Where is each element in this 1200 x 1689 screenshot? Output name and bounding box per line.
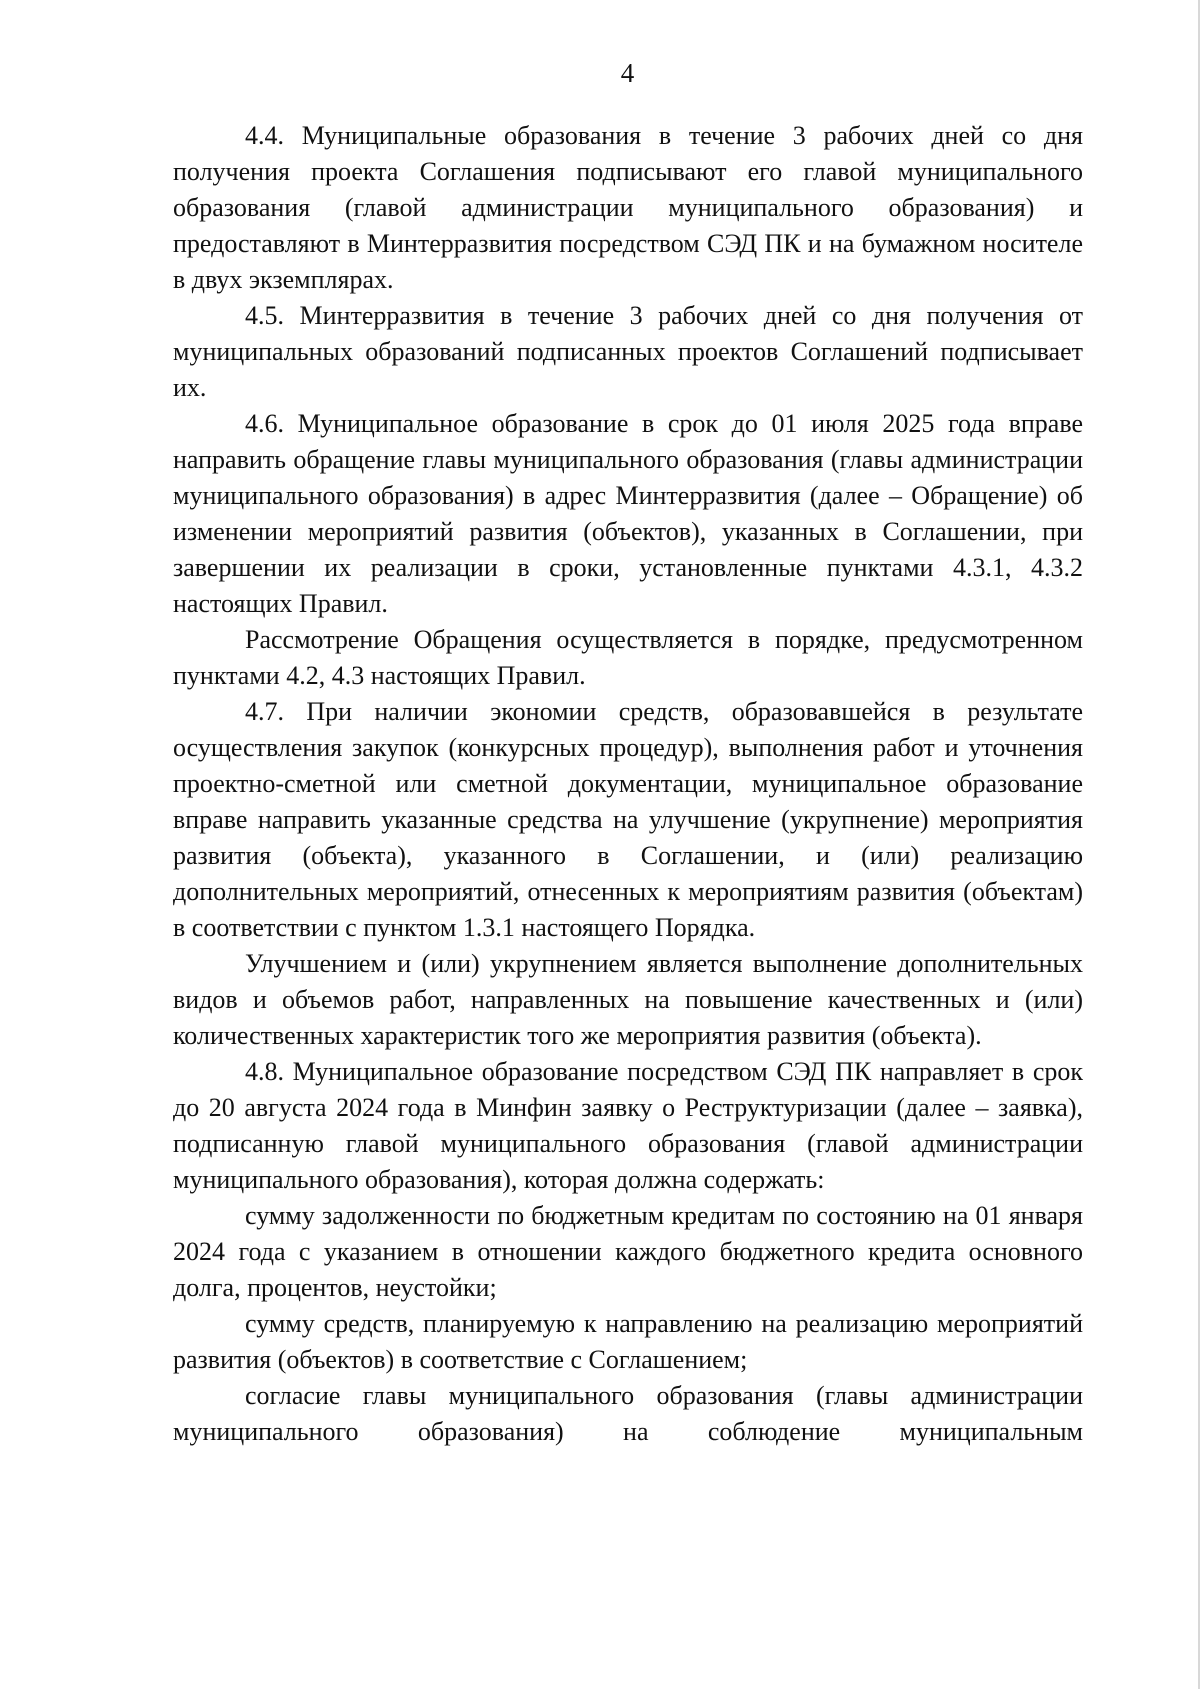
paragraph-head-consent: согласие главы муниципального образования (главы администрации муниципального образования) на соблюдение муниципальным [173,1381,1083,1446]
paragraph-4-5: 4.5. Минтерразвития в течение 3 рабочих дней со дня получения от муниципальных образований подписанных проектов Соглашений подписывает их. [173,301,1083,402]
page-number: 4 [620,58,635,88]
paragraph-4-4: 4.4. Муниципальные образования в течение 3 рабочих дней со дня получения проекта Соглашения подписывают его главой муниципального образования (главой администрации муниципального образования) и предоставляют в Минтерразвития посредством СЭД ПК и на бумажном носителе в двух экземплярах. [173,121,1083,294]
paragraph-4-8: 4.8. Муниципальное образование посредством СЭД ПК направляет в срок до 20 августа 2024 года в Минфин заявку о Реструктуризации (далее – заявка), подписанную главой муниципального образования (главой администрации муниципального образования), которая должна содержать: [173,1057,1083,1194]
document-body [173,118,1083,1450]
paragraph-funds-amount: сумму средств, планируемую к направлению на реализацию мероприятий развития (объектов) в соответствие с Соглашением; [173,1309,1083,1374]
paragraph-debt-amount: сумму задолженности по бюджетным кредитам по состоянию на 01 января 2024 года с указанием в отношении каждого бюджетного кредита основного долга, процентов, неустойки; [173,1201,1083,1302]
paragraph-improvement-definition: Улучшением и (или) укрупнением является выполнение дополнительных видов и объемов работ, направленных на повышение качественных и (или) количественных характеристик того же мероприятия развития (объекта). [173,949,1083,1050]
paragraph-4-6: 4.6. Муниципальное образование в срок до 01 июля 2025 года вправе направить обращение главы муниципального образования (главы администрации муниципального образования) в адрес Минтерразвития (далее – Обращение) об изменении мероприятий развития (объектов), указанных в Соглашении, при завершении их реализации в сроки, установленные пунктами 4.3.1, 4.3.2 настоящих Правил. [173,409,1083,618]
paragraph-appeal-review: Рассмотрение Обращения осуществляется в порядке, предусмотренном пунктами 4.2, 4.3 настоящих Правил. [173,625,1083,690]
paragraph-4-7: 4.7. При наличии экономии средств, образовавшейся в результате осуществления закупок (конкурсных процедур), выполнения работ и уточнения проектно-сметной или сметной документации, муниципальное образование вправе направить указанные средства на улучшение (укрупнение) мероприятия развития (объекта), указанного в Соглашении, и (или) реализацию дополнительных мероприятий, отнесенных к мероприятиям развития (объектам) в соответствии с пунктом 1.3.1 настоящего Порядка. [173,697,1083,942]
